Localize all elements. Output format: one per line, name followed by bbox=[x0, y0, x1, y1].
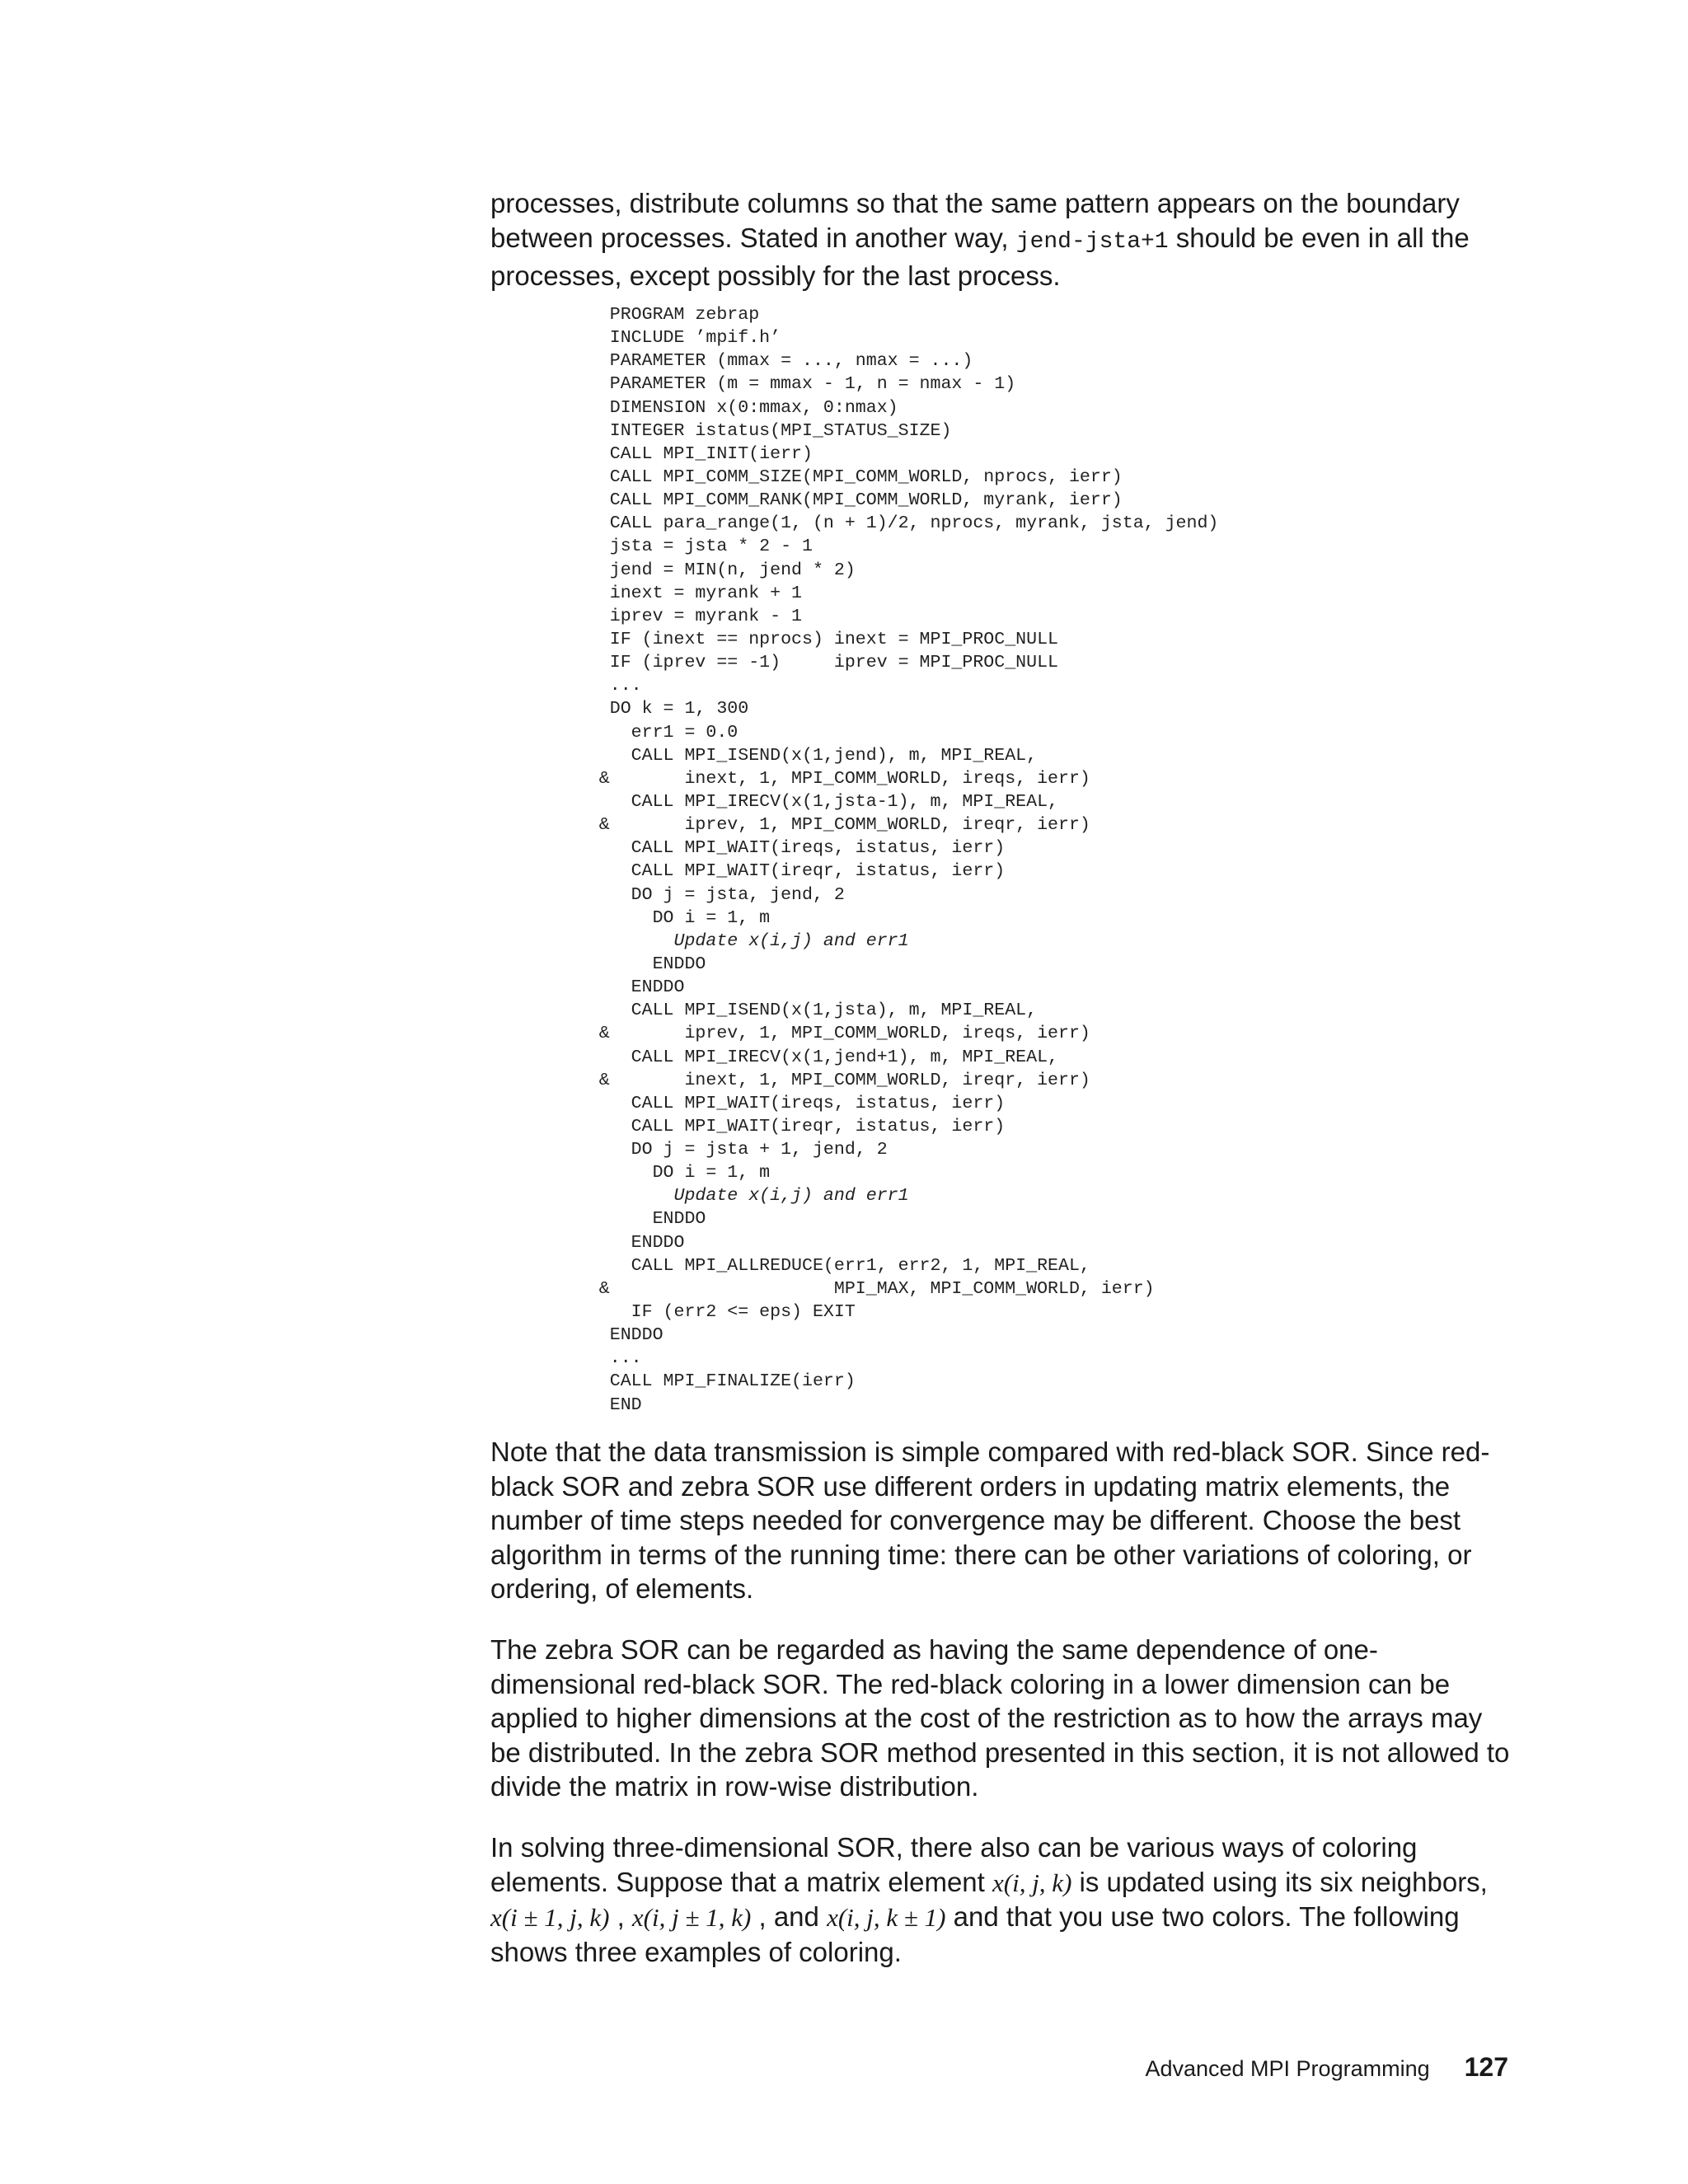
code-line bbox=[546, 1324, 1218, 1347]
code-text: CALL MPI_COMM_RANK(MPI_COMM_WORLD, myrank, ierr) bbox=[546, 490, 1123, 511]
code-text: CALL MPI_WAIT(ireqr, istatus, ierr) bbox=[546, 1116, 1006, 1137]
code-text: IF (inext == nprocs) inext = MPI_PROC_NULL bbox=[546, 629, 1059, 649]
page-number: 127 bbox=[1464, 2052, 1508, 2082]
code-line bbox=[546, 1254, 1218, 1277]
code-text: ENDDO bbox=[546, 954, 706, 974]
code-line bbox=[546, 860, 1218, 883]
code-text: ENDDO bbox=[546, 977, 685, 998]
code-text: ... bbox=[546, 676, 642, 696]
code-line bbox=[546, 907, 1218, 930]
code-line bbox=[546, 489, 1218, 512]
code-text: CALL MPI_IRECV(x(1,jend+1), m, MPI_REAL, bbox=[546, 1047, 1059, 1067]
code-text: CALL MPI_IRECV(x(1,jsta-1), m, MPI_REAL, bbox=[546, 791, 1059, 812]
footer-title: Advanced MPI Programming bbox=[1145, 2056, 1430, 2081]
code-text: ENDDO bbox=[546, 1232, 685, 1253]
code-line bbox=[546, 373, 1218, 396]
code-line bbox=[546, 419, 1218, 443]
code-text: CALL MPI_ALLREDUCE(err1, err2, 1, MPI_REAL, bbox=[546, 1255, 1090, 1276]
code-line bbox=[546, 976, 1218, 999]
code-line bbox=[546, 1092, 1218, 1115]
code-line bbox=[546, 1022, 1218, 1045]
code-text bbox=[546, 1186, 674, 1206]
code-text: CALL MPI_ISEND(x(1,jsta), m, MPI_REAL, bbox=[546, 1001, 1038, 1021]
code-text: PARAMETER (m = mmax - 1, n = nmax - 1) bbox=[546, 374, 1016, 395]
code-text: CALL MPI_ISEND(x(1,jend), m, MPI_REAL, bbox=[546, 745, 1038, 766]
code-line bbox=[546, 582, 1218, 605]
code-line bbox=[546, 953, 1218, 976]
code-line bbox=[546, 535, 1218, 558]
code-text: iprev = myrank - 1 bbox=[546, 606, 803, 626]
code-text: DO k = 1, 300 bbox=[546, 699, 749, 719]
code-line bbox=[546, 767, 1218, 790]
code-line bbox=[546, 559, 1218, 582]
code-line bbox=[546, 1370, 1218, 1393]
page-footer bbox=[1145, 2052, 1508, 2083]
code-comment: Update x(i,j) and err1 bbox=[673, 930, 909, 951]
code-text: & MPI_MAX, MPI_COMM_WORLD, ierr) bbox=[546, 1278, 1155, 1299]
code-line bbox=[546, 303, 1218, 326]
code-text: DO j = jsta + 1, jend, 2 bbox=[546, 1140, 888, 1160]
code-text bbox=[546, 931, 674, 951]
code-text: CALL MPI_COMM_SIZE(MPI_COMM_WORLD, nprocs, ierr) bbox=[546, 466, 1123, 487]
code-text: DO j = jsta, jend, 2 bbox=[546, 884, 845, 905]
code-line bbox=[546, 1207, 1218, 1230]
code-line bbox=[546, 605, 1218, 628]
para3-text-3: , bbox=[609, 1901, 632, 1932]
code-line bbox=[546, 1115, 1218, 1138]
paragraph-zebra-sor: The zebra SOR can be regarded as having the same dependence of one-dimensional red-black SOR. The red-black coloring in a lower dimension can be applied to higher dimensions at the cost of the restriction as to how the arrays may be distributed. In the zebra SOR method presented in this section, it is not allowed to divide the matrix in row-wise distribution. bbox=[490, 1634, 1510, 1802]
code-line bbox=[546, 1347, 1218, 1370]
code-text: IF (err2 <= eps) EXIT bbox=[546, 1302, 856, 1323]
math-neighbor-k: x(i, j, k ± 1) bbox=[827, 1903, 946, 1932]
code-line bbox=[546, 697, 1218, 720]
code-text: & inext, 1, MPI_COMM_WORLD, ireqs, ierr) bbox=[546, 768, 1090, 789]
code-line bbox=[546, 813, 1218, 837]
para3-text-1: In solving three-dimensional SOR, there also can be various ways of coloring elements. Suppose that a matrix element bbox=[490, 1832, 1418, 1897]
code-line bbox=[546, 721, 1218, 744]
code-text: DO i = 1, m bbox=[546, 907, 771, 928]
para3-text-5: and that you use two colors. The following shows three examples of coloring. bbox=[490, 1901, 1460, 1967]
code-text: DIMENSION x(0:mmax, 0:nmax) bbox=[546, 397, 898, 418]
code-text: & iprev, 1, MPI_COMM_WORLD, ireqr, ierr) bbox=[546, 815, 1090, 836]
code-text: CALL MPI_FINALIZE(ierr) bbox=[546, 1371, 856, 1392]
code-line bbox=[546, 744, 1218, 767]
code-line bbox=[546, 651, 1218, 674]
code-text: ENDDO bbox=[546, 1325, 663, 1346]
code-text: PROGRAM zebrap bbox=[546, 305, 760, 325]
code-text: DO i = 1, m bbox=[546, 1163, 771, 1183]
intro-paragraph bbox=[490, 186, 1512, 293]
code-text: ENDDO bbox=[546, 1209, 706, 1230]
code-text: CALL MPI_INIT(ierr) bbox=[546, 443, 813, 464]
code-text: IF (iprev == -1) iprev = MPI_PROC_NULL bbox=[546, 653, 1059, 673]
code-line bbox=[546, 930, 1218, 953]
code-text: & iprev, 1, MPI_COMM_WORLD, ireqs, ierr) bbox=[546, 1024, 1090, 1044]
code-text: jend = MIN(n, jend * 2) bbox=[546, 560, 856, 580]
code-line bbox=[546, 326, 1218, 349]
code-text: inext = myrank + 1 bbox=[546, 583, 803, 603]
code-text: INCLUDE ’mpif.h’ bbox=[546, 328, 781, 349]
code-text: ... bbox=[546, 1348, 642, 1369]
code-line bbox=[546, 1069, 1218, 1092]
code-listing bbox=[546, 303, 1218, 1417]
math-neighbor-i: x(i ± 1, j, k) bbox=[490, 1903, 610, 1932]
code-line bbox=[546, 1138, 1218, 1161]
code-line bbox=[546, 1161, 1218, 1184]
code-line bbox=[546, 512, 1218, 535]
code-text: CALL MPI_WAIT(ireqs, istatus, ierr) bbox=[546, 1093, 1006, 1113]
code-line bbox=[546, 674, 1218, 697]
code-line bbox=[546, 1231, 1218, 1254]
code-comment: Update x(i,j) and err1 bbox=[673, 1186, 909, 1207]
code-line bbox=[546, 466, 1218, 489]
code-line bbox=[546, 443, 1218, 466]
math-neighbor-j: x(i, j ± 1, k) bbox=[631, 1903, 752, 1932]
intro-text-1: processes, distribute columns so that the same pattern appears on the boundary between processes. Stated in another way, bbox=[490, 188, 1460, 253]
code-text: CALL para_range(1, (n + 1)/2, nprocs, myrank, jsta, jend) bbox=[546, 513, 1219, 534]
code-text: END bbox=[546, 1394, 642, 1415]
code-text: jsta = jsta * 2 - 1 bbox=[546, 537, 813, 557]
math-element: x(i, j, k) bbox=[992, 1868, 1072, 1897]
para3-text-2: is updated using its six neighbors, bbox=[1071, 1866, 1488, 1897]
code-line bbox=[546, 1277, 1218, 1301]
code-line bbox=[546, 1184, 1218, 1207]
code-line bbox=[546, 1394, 1218, 1417]
code-text: INTEGER istatus(MPI_STATUS_SIZE) bbox=[546, 420, 952, 441]
code-line bbox=[546, 883, 1218, 907]
code-text: CALL MPI_WAIT(ireqs, istatus, ierr) bbox=[546, 838, 1006, 859]
code-line bbox=[546, 837, 1218, 860]
inline-code: jend-jsta+1 bbox=[1015, 228, 1169, 255]
code-line bbox=[546, 628, 1218, 651]
code-text: CALL MPI_WAIT(ireqr, istatus, ierr) bbox=[546, 861, 1006, 882]
code-line bbox=[546, 349, 1218, 373]
intro-text-2: should be even in all the processes, except possibly for the last process. bbox=[490, 222, 1470, 291]
code-text: PARAMETER (mmax = ..., nmax = ...) bbox=[546, 351, 973, 372]
paragraph-data-transmission: Note that the data transmission is simple compared with red-black SOR. Since red-black SOR and zebra SOR use different orders in updating matrix elements, the number of time steps needed for convergence may be different. Choose the best algorithm in terms of the running time: there can be other variations of coloring, or ordering, of elements. bbox=[490, 1436, 1490, 1604]
para3-text-4: , and bbox=[751, 1901, 828, 1932]
code-line bbox=[546, 790, 1218, 813]
code-line bbox=[546, 1301, 1218, 1324]
paragraph-three-dimensional bbox=[490, 1830, 1512, 1969]
code-text: & inext, 1, MPI_COMM_WORLD, ireqr, ierr) bbox=[546, 1070, 1090, 1090]
code-line bbox=[546, 999, 1218, 1022]
code-text: err1 = 0.0 bbox=[546, 722, 738, 743]
code-line bbox=[546, 1046, 1218, 1069]
code-line bbox=[546, 396, 1218, 419]
